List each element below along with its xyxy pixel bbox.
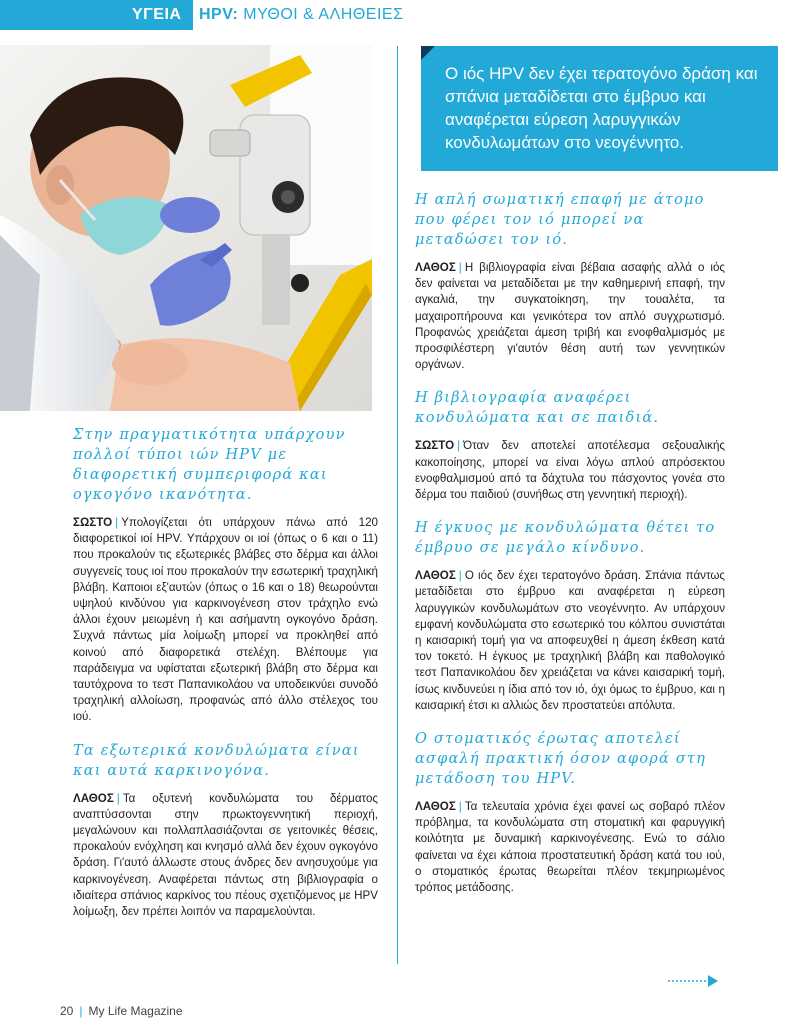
article-paragraph <box>73 515 378 726</box>
section-tag: ΥΓΕΙΑ <box>0 0 193 30</box>
pull-quote: Ο ιός HPV δεν έχει τερατογόνο δράση και σπάνια μεταδίδεται στο έμβρυο και αναφέρεται εύρεση λαρυγγικών κονδυλωμάτων στο νεογέννητο. <box>421 46 778 171</box>
verdict-label: ΛΑΘΟΣ <box>73 791 114 805</box>
column-divider <box>397 46 398 964</box>
verdict-label: ΛΑΘΟΣ <box>415 569 456 583</box>
article-text: Τα τελευταία χρόνια έχει φανεί ως σοβαρό πλέον πρόβλημα, τα κονδυλώματα στη στοματική και φαρυγγική κοιλότητα με δυναμική καρκινογένεσης. Ενώ το σάλιο φαίνεται να έχει κάποια προστατευτική δράση κατά του ιού, ο στοματικός έρωτας θεωρείται πλέον τεκμηριωμένος τρόπος μετάδοσης. <box>415 800 725 895</box>
page-header <box>0 0 792 30</box>
verdict-separator: | <box>458 800 462 814</box>
article-heading: Η βιβλιογραφία αναφέρει κονδυλώματα και σε παιδιά. <box>415 390 660 427</box>
section-title-bold: HPV: <box>199 6 239 23</box>
right-column <box>415 190 725 911</box>
verdict-label: ΣΩΣΤΟ <box>73 516 113 529</box>
article-heading: Η έγκυος με κονδυλώματα θέτει το έμβρυο σε μεγάλο κίνδυνο. <box>415 520 716 557</box>
article-paragraph <box>415 799 725 896</box>
article-photo <box>0 45 372 411</box>
page-number: 20 <box>60 1004 74 1018</box>
verdict-separator: | <box>457 439 461 453</box>
verdict-label: ΣΩΣΤΟ <box>415 439 455 453</box>
article-block <box>415 388 725 503</box>
article-heading: Ο στοματικός έρωτας αποτελεί ασφαλή πρακτική όσον αφορά στη μετάδοση του HPV. <box>415 731 706 788</box>
article-heading: Στην πραγματικότητα υπάρχουν πολλοί τύποι ιών HPV με διαφορετική συμπεριφορά και ογκογόνο ικανότητα. <box>73 427 346 503</box>
verdict-label: ΛΑΘΟΣ <box>415 800 456 814</box>
doctor-exam-illustration <box>0 45 372 411</box>
verdict-separator: | <box>458 261 462 274</box>
article-text: Τα οξυτενή κονδυλώματα του δέρματος αναπτύσσονται στην πρωκτογεννητική περιοχή, μεγαλώνουν και πολλαπλασιάζονται σε γειτονικές θέσεις, προκαλούν ενόχληση και κνησμό αλλά δεν έχουν ογκογόνο δράση. Γι'αυτό άλλωστε στους άνδρες δεν ανησυχούμε για καρκινογένεση. Αναφέρεται πάντως στη βιβλιογραφία ο ιδιαίτερα σπάνιος καρκίνος του πέους σχετιζόμενος με HPV λοίμωξη, δεν πρέπει λοιπόν να παραμελούνται. <box>73 791 378 919</box>
article-text: Η βιβλιογραφία είναι βέβαια ασαφής αλλά ο ιός δεν φαίνεται να μεταδίδεται με την καθημερινή επαφή, την αγκαλιά, την συγκατοίκηση, την τουαλέτα, τα μαχαιροπήρουνα και γενικότερα τον απλό συγχρωτισμό. Προφανώς χρειάζεται άμεση τριβή και ενοφθαλμισμός με προσφιλέστερη γι'αυτόν θέση αυτή των γεννητικών οργάνων. <box>415 261 725 372</box>
article-heading: Τα εξωτερικά κονδυλώματα είναι και αυτά καρκινογόνα. <box>73 742 360 779</box>
article-paragraph <box>415 568 725 714</box>
verdict-label: ΛΑΘΟΣ <box>415 261 456 274</box>
article-text: Όταν δεν αποτελεί αποτέλεσμα σεξουαλικής κακοποίησης, μπορεί να είναι λόγω απλού απρόσεκτου ενοφθαλμισμού από τα δάχτυλα του πάσχοντος γονέα στο δέρμα του παιδιού (συνήθως στη γεννητική περιοχή). <box>415 439 725 502</box>
article-block <box>415 190 725 373</box>
left-column <box>73 425 378 935</box>
magazine-name: My Life Magazine <box>88 1004 183 1018</box>
section-title <box>199 0 403 30</box>
verdict-separator: | <box>116 791 120 805</box>
article-block <box>73 425 378 726</box>
verdict-separator: | <box>458 569 462 583</box>
page-footer <box>60 1004 183 1018</box>
article-block <box>73 741 378 921</box>
article-text: Υπολογίζεται ότι υπάρχουν πάνω από 120 διαφορετικοί ιοί HPV. Υπάρχουν οι ιοί (όπως ο 6 και ο 11) που προκαλούν τις εξωτερικές βλάβες στο δέρμα και άλλοι συγγενείς τους ιοί που προκαλούν την εσωτερική τραχηλική βλάβη. Καποιοι εξ'αυτών (όπως ο 16 και ο 18) θεωρούνται υψηλού κινδύνου για καρκινογένεση στον τράχηλο ενώ άλλοι έχουν μειωμένη ή και ασήμαντη ογκογόνο δράση. Συχνά πάντως μία λοίμωξη μπορεί να προκληθεί από κοινού από διαφορετικά στελέχη. Βλέπουμε για παράδειγμα να υφίσταται εξωτερική βλάβη στο δέρμα και ταυτόχρονα το τεστ Παπανικολάου να υποδεικνύει συνοδό τραχηλική αλλοίωση, προφανώς από άλλο στέλεχος του ιού. <box>73 516 378 724</box>
footer-separator: | <box>79 1004 83 1018</box>
pull-quote-corner <box>421 46 435 60</box>
article-block <box>415 518 725 714</box>
section-title-rest: ΜΥΘΟΙ & ΑΛΗΘΕΙΕΣ <box>243 6 404 23</box>
article-paragraph <box>73 791 378 921</box>
continue-arrow-icon[interactable] <box>668 975 718 987</box>
article-text: Ο ιός δεν έχει τερατογόνο δράση. Σπάνια πάντως μεταδίδεται στο έμβρυο και αναφέρεται η εύρεση λαρυγγικών κονδυλωμάτων στο νεογέννητο. Αν υπάρχουν εμφανή κονδυλώματα στο εσωτερικό του κόλπου συνιστάται η καισαρική τομή για να αποφευχθεί η άμεση έκθεση κατά τον τοκετό. Η έγκυος με τραχηλική βλάβη και παθολογικό τεστ Παπανικολάου δεν χρειάζεται να κάνει καισαρική τομή, ίσως κινδυνεύει η ίδια από τον ιό, όχι όμως το έμβρυο, και η καισαρική έτσι κι αλλιώς δεν προστατεύει απόλυτα. <box>415 569 725 712</box>
article-heading: Η απλή σωματική επαφή με άτομο που φέρει τον ιό μπορεί να μεταδώσει τον ιό. <box>415 192 705 248</box>
verdict-separator: | <box>115 516 119 529</box>
article-block <box>415 729 725 896</box>
article-paragraph <box>415 260 725 373</box>
article-paragraph <box>415 438 725 503</box>
